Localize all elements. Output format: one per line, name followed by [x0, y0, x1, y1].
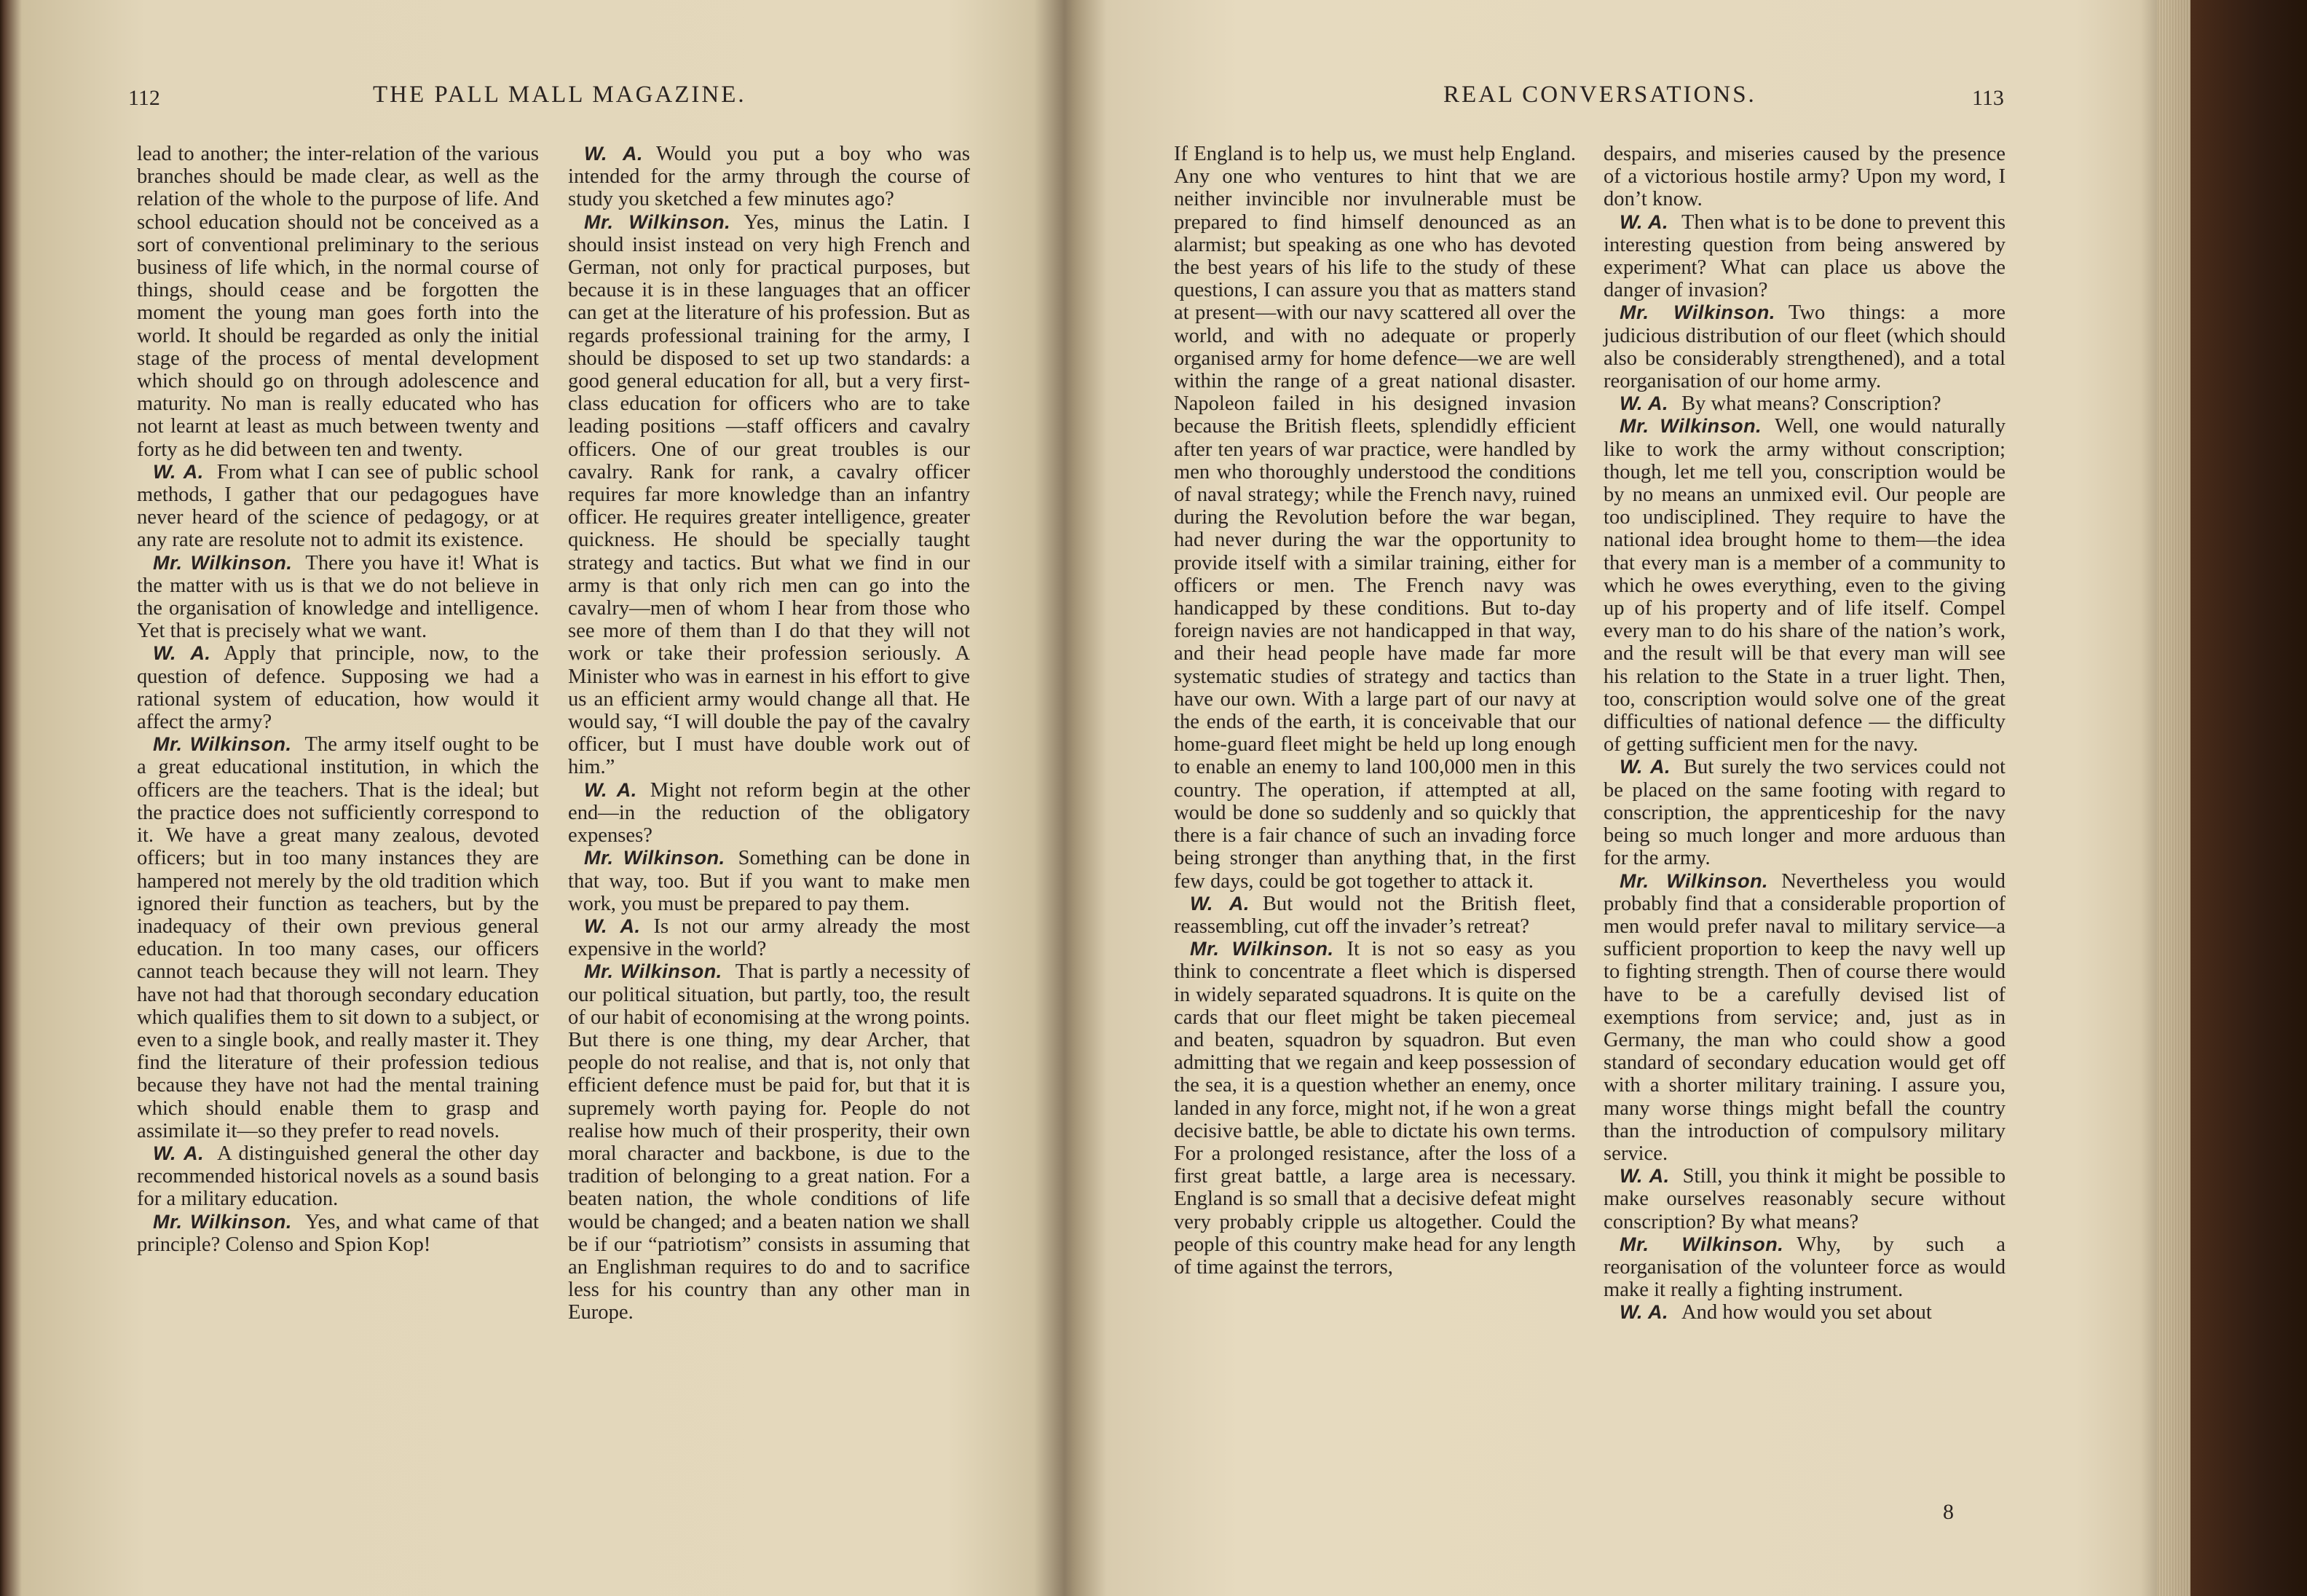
- dialogue-paragraph: [1604, 211, 2006, 302]
- paragraph-text: despairs, and miseries caused by the presence of a victorious hostile army? Upon my word, I don’t know.: [1604, 143, 2006, 211]
- paragraph-text: Might not reform begin at the other end—in the reduction of the obligatory expenses?: [568, 778, 970, 848]
- paragraph-text: Then what is to be done to prevent this interesting question from being answered by experiment? What can place us above the danger of invasion?: [1604, 210, 2006, 302]
- dialogue-paragraph: [1174, 938, 1576, 1279]
- paragraph-text: Still, you think it might be possible to make ourselves reasonably secure without conscription? By what means?: [1604, 1165, 2006, 1233]
- paragraph-text: But surely the two services could not be placed on the same footing with regard to conscription, the apprenticeship for the navy being so much longer and more arduous than for the army.: [1604, 756, 2006, 870]
- speaker-name: W. A.: [1620, 756, 1671, 778]
- page-block-edge: [2157, 0, 2190, 1596]
- paragraph-text: Is not our army already the most expensive in the world?: [568, 914, 970, 961]
- paragraph-text: But would not the British fleet, reassembling, cut off the invader’s retreat?: [1174, 892, 1576, 938]
- speaker-name: Mr. Wilkinson.: [584, 847, 725, 869]
- speaker-name: W. A.: [584, 778, 637, 801]
- speaker-name: Mr. Wilkinson.: [1190, 938, 1334, 960]
- speaker-name: W. A.: [153, 460, 204, 483]
- paragraph-text: The army itself ought to be a great educational institution, in which the officers are the teachers. That is the ideal; but the practice does not sufficiently correspond to it. We have a great many zealous, devoted officers; but in too many instances they are hampered not merely by the old tradition which ignored their function as teachers, but by the inadequacy of their own previous general education. In too many cases, our officers cannot teach because they will not learn. They have not had that thorough secondary education which qualifies them to sit down to a subject, or even to a single book, and really master it. They find the literature of their profession tedious because they have not had the mental training which should enable them to grasp and assimilate it—so they prefer to read novels.: [137, 733, 539, 1142]
- paragraph-text: Why, by such a reorganisation of the volunteer force as would make it really a fighting instrument.: [1604, 1233, 2006, 1302]
- paragraph-text: Well, one would naturally like to work the army without conscription; though, let me tell you, conscription would be by no means an unmixed evil. Our people are too undisciplined. They require to have the national idea brought home to them—the idea that every man is a member of a community to which he owes everything, even to the giving up of his property and of life itself. Compel every man to do his share of the nation’s work, and the result will be that every man will see his relation to the State in a truer light. Then, too, conscription would solve one of the great difficulties of national defence — the difficulty of getting sufficient men for the navy.: [1604, 415, 2006, 756]
- speaker-name: W. A.: [584, 914, 641, 937]
- speaker-name: Mr. Wilkinson.: [153, 1210, 292, 1233]
- paragraph-text: That is partly a necessity of our political situation, but partly, too, the result of our habit of economising at the wrong points. But there is one thing, my dear Archer, that people do not realise, and that is, not only that efficient defence must be paid for, but that it is supremely worth paying for. People do not realise how much of their prosperity, their own moral character and backbone, is due to the tradition of belonging to a great nation. For a beaten nation, the whole conditions of life would be changed; and a beaten nation we shall be if our “patriotism” consists in assuming that an Englishman requires to do and to sacrifice less for his country than any other man in Europe.: [568, 960, 971, 1324]
- text-column-right-2: [1604, 143, 2006, 1324]
- left-page: [0, 0, 1067, 1596]
- running-head: THE PALL MALL MAGAZINE.: [373, 82, 746, 108]
- dialogue-paragraph: [1604, 1165, 2006, 1233]
- paragraph-text: Two things: a more judicious distribution of our fleet (which should also be considerably strengthened), and a total reorganisation of our home army.: [1604, 301, 2006, 393]
- running-head: REAL CONVERSATIONS.: [1443, 82, 1756, 108]
- speaker-name: W. A.: [1620, 210, 1669, 233]
- speaker-name: Mr. Wilkinson.: [1620, 301, 1775, 324]
- speaker-name: W. A.: [584, 143, 643, 165]
- dialogue-paragraph: [1604, 392, 2006, 415]
- text-paragraph: [1604, 143, 2006, 211]
- speaker-name: W. A.: [153, 642, 211, 665]
- dialogue-paragraph: [568, 211, 970, 779]
- dialogue-paragraph: [568, 779, 970, 848]
- dialogue-paragraph: [1604, 301, 2006, 392]
- paragraph-text: There you have it! What is the matter with us is that we do not believe in the organisation of knowledge and intelligence. Yet that is precisely what we want.: [137, 551, 539, 643]
- dialogue-paragraph: [568, 915, 970, 960]
- dialogue-paragraph: [137, 642, 539, 733]
- page-number: 113: [1972, 86, 2004, 110]
- paragraph-text: Yes, minus the Latin. I should insist instead on very high French and German, not only for practical purposes, but because it is in these languages that an officer can get at the literature of his profession. But as regards professional training for the army, I should be disposed to set up two standards: a good general education for all, but a very first-class education for officers who are to take leading positions —staff officers and cavalry officers. One of our great troubles is our cavalry. Rank for rank, a cavalry officer requires far more knowledge than an infantry officer. He requires greater intelligence, greater quickness. He should be specially taught strategy and tactics. But what we find in our army is that only rich men can go into the cavalry—men of whom I hear from those who see more of them than I do that they will not work or take their profession seriously. A Minister who was in earnest in his effort to give us an efficient army would change all that. He would say, “I will double the pay of the cavalry officer, but I must have double work out of him.”: [568, 210, 971, 779]
- dialogue-paragraph: [568, 960, 970, 1324]
- speaker-name: Mr. Wilkinson.: [584, 960, 722, 983]
- speaker-name: W. A.: [1620, 1301, 1668, 1324]
- dialogue-paragraph: [137, 1211, 539, 1256]
- book-cover: [2190, 0, 2307, 1596]
- text-column-left-1: [137, 143, 539, 1256]
- speaker-name: Mr. Wilkinson.: [1620, 1233, 1784, 1255]
- dialogue-paragraph: [568, 143, 970, 211]
- paragraph-text: Something can be done in that way, too. But if you want to make men work, you must be prepared to pay them.: [568, 847, 970, 915]
- paragraph-text: lead to another; the inter-relation of the various branches should be made clear, as well as the relation of the whole to the purpose of life. And school education should not be conceived as a sort of conventional preliminary to the serious business of life which, in the normal course of things, should cease and be forgotten the moment the young man goes forth into the world. It should be regarded as only the initial stage of the process of mental development which should go on through adolescence and maturity. No man is really educated who has not learnt at least as much between twenty and forty as he did between ten and twenty.: [137, 143, 539, 461]
- paragraph-text: A distinguished general the other day recommended historical novels as a sound basis for a military education.: [137, 1142, 540, 1211]
- paragraph-text: It is not so easy as you think to concentrate a fleet which is dispersed in widely separated squadrons. It is quite on the cards that our fleet might be taken piecemeal and beaten, squadron by squadron. But even admitting that we regain and keep possession of the sea, it is a question whether an enemy, once landed in any force, might not, if he won a great decisive battle, be able to dictate his own terms. For a prolonged resistance, after the loss of a first great battle, a large area is necessary. England is so small that a decisive defeat might very probably cripple us altogether. Could the people of this country make head for any length of time against the terrors,: [1174, 938, 1576, 1279]
- dialogue-paragraph: [568, 847, 970, 915]
- speaker-name: Mr. Wilkinson.: [153, 551, 293, 574]
- dialogue-paragraph: [137, 1142, 539, 1211]
- dialogue-paragraph: [1604, 870, 2006, 1166]
- page-number: 112: [128, 86, 160, 110]
- speaker-name: Mr. Wilkinson.: [1620, 869, 1769, 892]
- speaker-name: W. A.: [153, 1142, 205, 1164]
- paragraph-text: Yes, and what came of that principle? Colenso and Spion Kop!: [137, 1210, 540, 1256]
- speaker-name: W. A.: [1620, 392, 1668, 415]
- dialogue-paragraph: [1604, 756, 2006, 869]
- right-page: [1078, 0, 2157, 1596]
- signature-mark: 8: [1943, 1500, 1954, 1524]
- dialogue-paragraph: [1604, 415, 2006, 756]
- paragraph-text: Apply that principle, now, to the question of defence. Supposing we had a rational system of education, how would it affect the army?: [137, 642, 539, 734]
- speaker-name: Mr. Wilkinson.: [153, 733, 292, 756]
- dialogue-paragraph: [1604, 1301, 2006, 1324]
- dialogue-paragraph: [137, 552, 539, 643]
- speaker-name: Mr. Wilkinson.: [584, 210, 731, 233]
- paragraph-text: From what I can see of public school methods, I gather that our pedagogues have never heard of the science of pedagogy, or at any rate are resolute not to admit its existence.: [137, 460, 539, 552]
- paragraph-text: Nevertheless you would probably find that a considerable proportion of men would prefer naval to military service—a sufficient proportion to keep the navy well up to fighting strength. Then of course there would have to be a carefully devised list of exemptions from service; and, just as in Germany, the man who could show a good standard of secondary education would get off with a shorter military training. I assure you, many worse things might befall the country than the introduction of compulsory military service.: [1604, 869, 2006, 1165]
- paragraph-text: Would you put a boy who was intended for the army through the course of study you sketched a few minutes ago?: [568, 143, 970, 211]
- speaker-name: Mr. Wilkinson.: [1620, 415, 1762, 438]
- text-paragraph: [1174, 143, 1576, 893]
- speaker-name: W. A.: [1620, 1165, 1670, 1188]
- paragraph-text: And how would you set about: [1681, 1301, 1932, 1324]
- dialogue-paragraph: [1604, 1233, 2006, 1302]
- paragraph-text: By what means? Conscription?: [1681, 392, 1941, 416]
- paragraph-text: If England is to help us, we must help England. Any one who ventures to hint that we are neither invincible nor invulnerable must be prepared to find himself denounced as an alarmist; but speaking as one who has devoted the best years of his life to the study of these questions, I can assure you that as matters stand at present—with our navy scattered all over the world, and with no adequate or properly organised army for home defence—we are well within the range of a great national disaster. Napoleon failed in his designed invasion because the British fleets, splendidly efficient after ten years of war practice, were handled by men who thoroughly understood the conditions of naval strategy; while the French navy, ruined during the Revolution before the war began, had never during the war the opportunity to provide itself with a similar training, either for officers or men. The French navy was handicapped by these conditions. But to-day foreign navies are not handicapped in that way, and their head people have made far more systematic studies of strategy and tactics than have our own. With a large part of our navy at the ends of the earth, it is conceivable that our home-guard fleet might be held up long enough to enable an enemy to land 100,000 men in this country. The operation, if attempted at all, would be done so suddenly and so quickly that there is a fair chance of such an invading force being stronger than anything that, in the first few days, could be got together to attack it.: [1174, 143, 1576, 893]
- dialogue-paragraph: [137, 461, 539, 552]
- speaker-name: W. A.: [1190, 892, 1250, 914]
- text-paragraph: [137, 143, 539, 461]
- dialogue-paragraph: [1174, 893, 1576, 938]
- dialogue-paragraph: [137, 733, 539, 1142]
- text-column-right-1: [1174, 143, 1576, 1279]
- text-column-left-2: [568, 143, 970, 1324]
